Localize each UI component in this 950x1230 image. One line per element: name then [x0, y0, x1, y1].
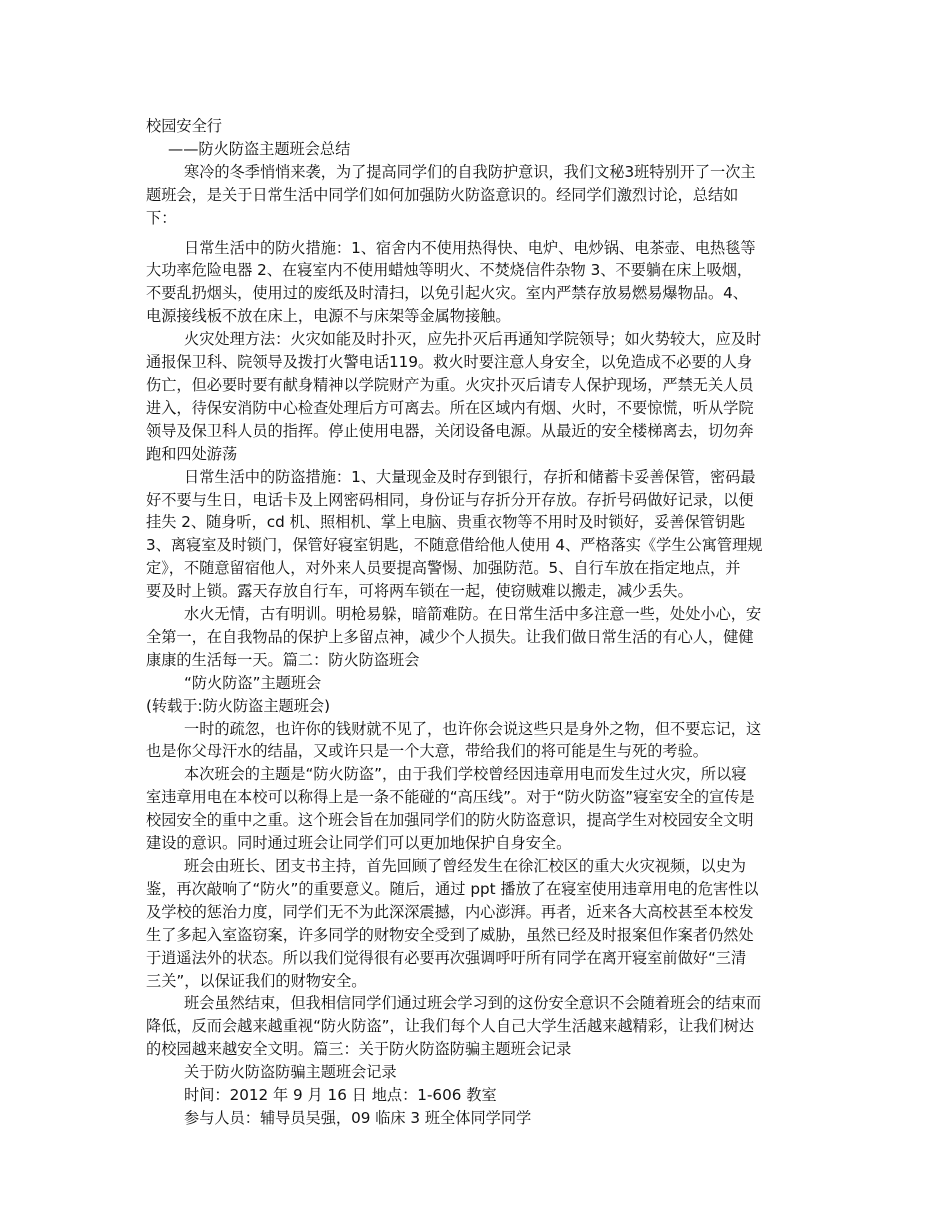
text-line: 3、离寝室及时锁门，保管好寝室钥匙，不随意借给他人使用 4、严格落实《学生公寓管理规: [146, 536, 763, 555]
text-line: 进入，待保安消防中心检查处理后方可离去。所在区域内有烟、火时，不要惊慌，听从学院: [146, 398, 754, 417]
text-line: 题班会，是关于日常生活中同学们如何加强防火防盗意识的。经同学们激烈讨论，总结如: [146, 185, 739, 204]
text-line: 领导及保卫科人员的指挥。停止使用电器，关闭设备电源。从最近的安全楼梯离去，切勿奔: [146, 421, 754, 440]
text-line: 建设的意识。同时通过班会让同学们可以更加地保护自身安全。: [146, 834, 572, 853]
text-line: 日常生活中的防火措施：1、宿舍内不使用热得快、电炉、电炒锅、电茶壶、电热毯等: [184, 238, 756, 257]
text-line: 班会由班长、团支书主持，首先回顾了曾经发生在徐汇校区的重大火灾视频，以史为: [184, 857, 746, 875]
text-line: ——防火防盗主题班会总结: [168, 139, 351, 158]
text-line: 通报保卫科、院领导及拨打火警电话119。救火时要注意人身安全，以免造成不必要的人身: [146, 353, 753, 372]
text-line: 电源接线板不放在床上，电源不与床架等金属物接触。: [146, 307, 511, 326]
text-line: 时间：2012 年 9 月 16 日 地点：1-606 教室: [184, 1086, 497, 1105]
document-body: [146, 115, 806, 1130]
text-line: 定》，不随意留宿他人，对外来人员要提高警惕、加强防范。5、自行车放在指定地点，并: [146, 559, 741, 578]
text-line: 于逍遥法外的状态。所以我们觉得很有必要再次强调呼吁所有同学在离开寝室前做好“三清: [146, 948, 747, 967]
text-line: (转载于:防火防盗主题班会): [146, 696, 331, 715]
text-line: 水火无情，古有明训。明枪易躲，暗箭难防。在日常生活中多注意一些，处处小心，安: [184, 605, 762, 624]
document-title: 校园安全行: [146, 117, 222, 135]
text-line: 降低，反而会越来越重视“防火防盗”，让我们每个人自己大学生活越来越精彩，让我们树达: [146, 1017, 755, 1036]
text-line: 伤亡，但必要时要有献身精神以学院财产为重。火灾扑灭后请专人保护现场，严禁无关人员: [146, 375, 754, 394]
text-line: 校园安全的重中之重。这个班会旨在加强同学们的防火防盗意识，提高学生对校园安全文明: [146, 811, 754, 830]
text-line: 火灾处理方法：火灾如能及时扑灭，应先扑灭后再通知学院领导；如火势较大，应及时: [184, 330, 762, 349]
text-line: 寒冷的冬季悄悄来袭，为了提高同学们的自我防护意识，我们文秘3班特别开了一次主: [184, 162, 756, 181]
text-line: 也是你父母汗水的结晶，又或许只是一个大意，带给我们的将可能是生与死的考验。: [146, 742, 708, 761]
text-line: 鉴，再次敲响了“防火”的重要意义。随后，通过 ppt 播放了在寝室使用违章用电的危害性以: [146, 879, 759, 898]
text-line: “防火防盗”主题班会: [184, 673, 322, 692]
text-line: 参与人员：辅导员吴强，09 临床 3 班全体同学同学: [184, 1108, 532, 1127]
text-line: 室违章用电在本校可以称得上是一条不能碰的“高压线”。对于“防火防盗”寝室安全的宣传是: [146, 788, 755, 807]
text-line: 三关”，以保证我们的财物安全。: [146, 971, 367, 990]
text-line: 挂失 2、随身听，cd 机、照相机、掌上电脑、贵重衣物等不用时及时锁好，妥善保管钥匙: [146, 513, 746, 532]
text-line: 全第一，在自我物品的保护上多留点神，减少个人损失。让我们做日常生活的有心人，健健: [146, 627, 754, 646]
text-line: 要及时上锁。露天存放自行车，可将两车锁在一起，使窃贼难以搬走，减少丢失。: [146, 582, 693, 601]
text-line: 大功率危险电器 2、在寝室内不使用蜡烛等明火、不焚烧信件杂物 3、不要躺在床上吸烟，: [146, 261, 753, 280]
paragraph-spacer: [146, 230, 806, 237]
text-line: 本次班会的主题是“防火防盗”，由于我们学校曾经因违章用电而发生过火灾，所以寝: [184, 765, 747, 784]
text-line: 一时的疏忽，也许你的钱财就不见了，也许你会说这些只是身外之物，但不要忘记，这: [184, 719, 762, 738]
text-line: 下：: [146, 208, 177, 227]
text-line: 及学校的惩治力度，同学们无不为此深深震撼，内心澎湃。再者，近来各大高校甚至本校发: [146, 902, 754, 921]
text-line: 班会虽然结束，但我相信同学们通过班会学习到的这份安全意识不会随着班会的结束而: [184, 994, 762, 1013]
text-line: 跑和四处游荡: [146, 444, 238, 463]
text-line: 不要乱扔烟头，使用过的废纸及时清扫，以免引起火灾。室内严禁存放易燃易爆物品。4、: [146, 284, 748, 303]
text-line: 好不要与生日，电话卡及上网密码相同，身份证与存折分开存放。存折号码做好记录，以便: [146, 490, 754, 509]
text-line: 生了多起入室盗窃案，许多同学的财物安全受到了威胁，虽然已经及时报案但作案者仍然处: [146, 925, 754, 944]
text-line: 康康的生活每一天。篇二：防火防盗班会: [146, 650, 420, 669]
text-line: 日常生活中的防盗措施：1、大量现金及时存到银行，存折和储蓄卡妥善保管，密码最: [184, 467, 756, 486]
text-line: 的校园越来越安全文明。篇三：关于防火防盗防骗主题班会记录: [146, 1040, 572, 1059]
text-line: 关于防火防盗防骗主题班会记录: [184, 1063, 397, 1082]
